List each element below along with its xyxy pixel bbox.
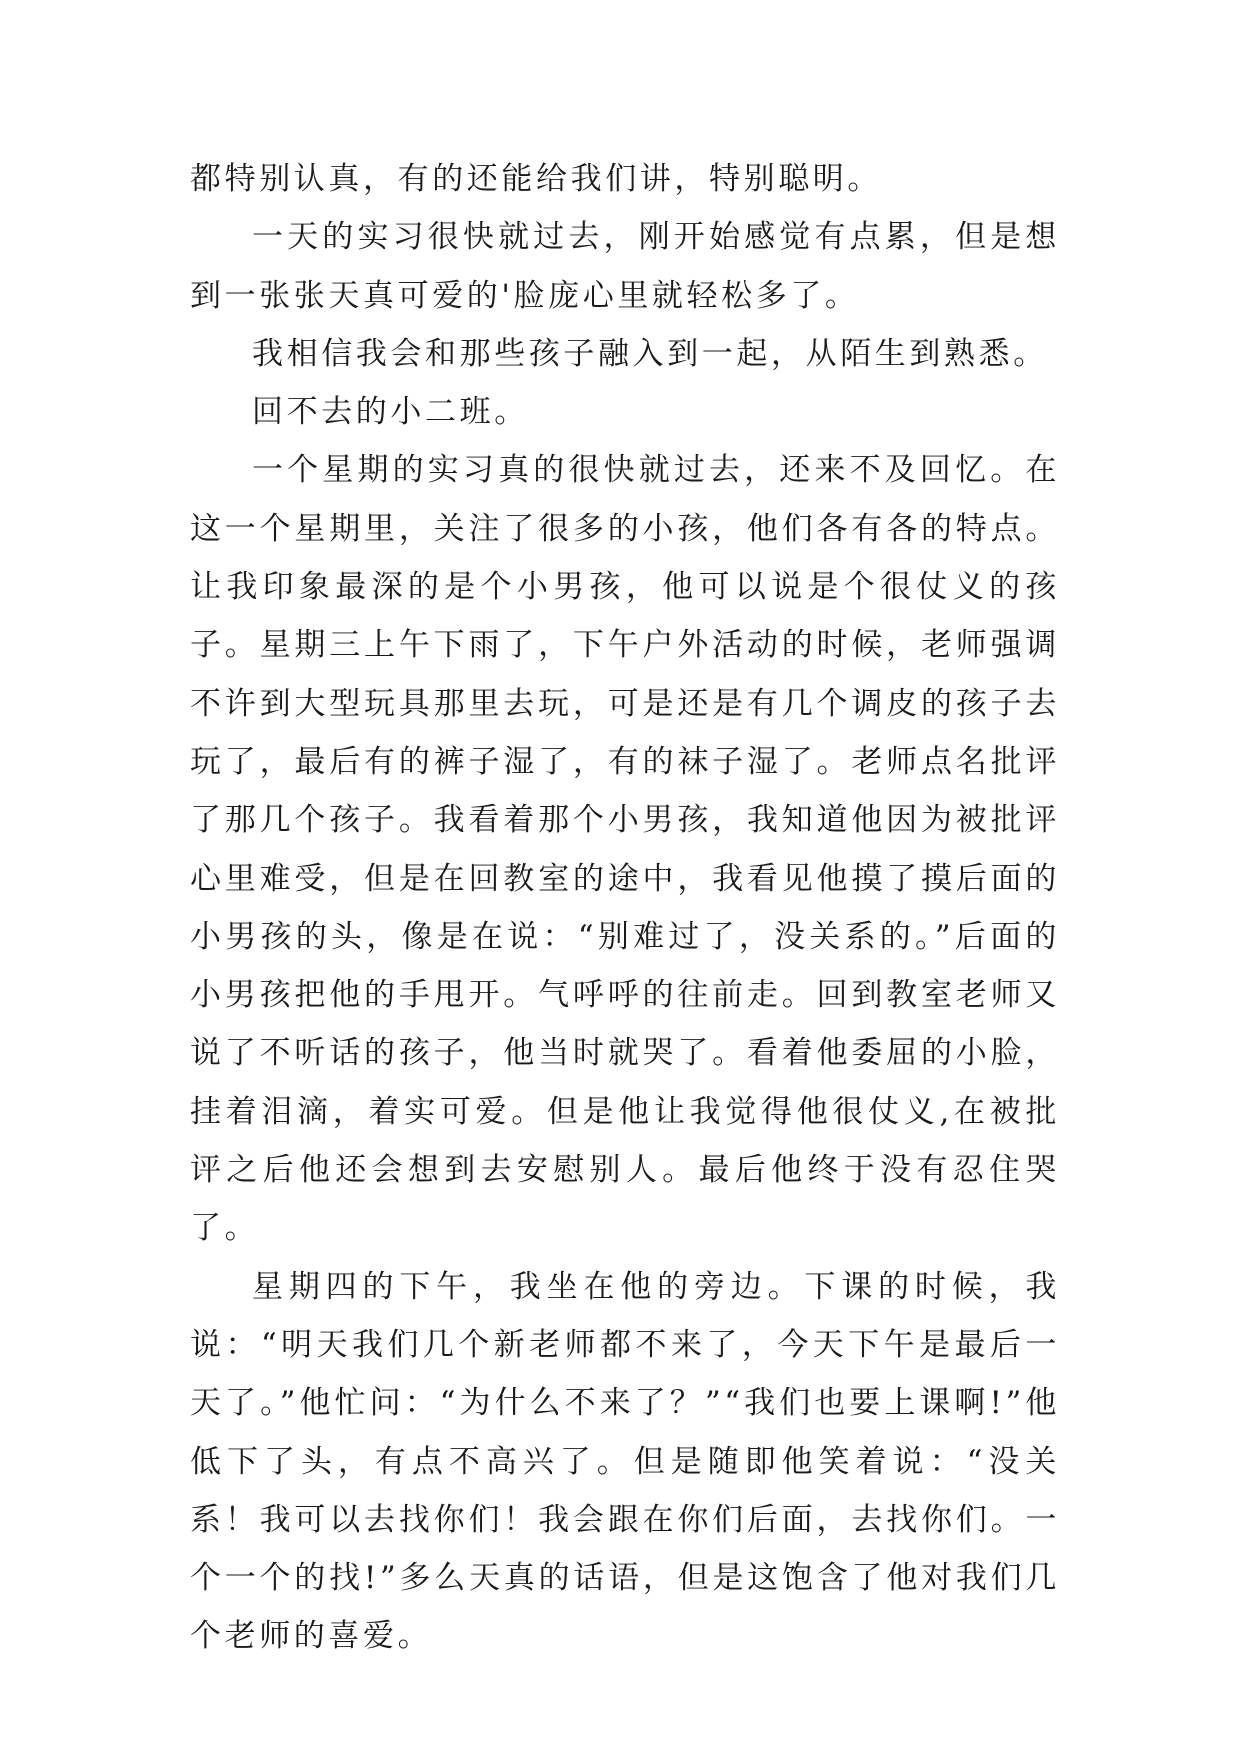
paragraph-6: 星期四的下午，我坐在他的旁边。下课的时候，我说：“明天我们几个新老师都不来了，今天下午是最后一天了。”他忙问：“为什么不来了？”“我们也要上课啊!”他低下了头，有点不高兴了。但是随即他笑着说：“没关系！我可以去找你们！我会跟在你们后面，去找你们。一个一个的找!”多么天真的话语，但是这饱含了他对我们几个老师的喜爱。 — [190, 1268, 1060, 1655]
paragraph-4: 回不去的小二班。 — [252, 394, 529, 431]
paragraph-5: 一个星期的实习真的很快就过去，还来不及回忆。在这一个星期里，关注了很多的小孩，他们各有各的特点。让我印象最深的是个小男孩，他可以说是个很仗义的孩子。星期三上午下雨了，下午户外活动的时候，老师强调不许到大型玩具那里去玩，可是还是有几个调皮的孩子去玩了，最后有的裤子湿了，有的袜子湿了。老师点名批评了那几个孩子。我看着那个小男孩，我知道他因为被批评心里难受，但是在回教室的途中，我看见他摸了摸后面的小男孩的头，像是在说：“别难过了，没关系的。”后面的小男孩把他的手甩开。气呼呼的往前走。回到教室老师又说了不听话的孩子，他当时就哭了。看着他委屈的小脸，挂着泪滴，着实可爱。但是他让我觉得他很仗义,在被批评之后他还会想到去安慰别人。最后他终于没有忍住哭了。 — [190, 452, 1060, 1247]
paragraph-1: 都特别认真，有的还能给我们讲，特别聪明。 — [190, 161, 882, 197]
paragraph-3: 我相信我会和那些孩子融入到一起，从陌生到熟悉。 — [252, 335, 1048, 372]
document-page — [190, 150, 1060, 1666]
paragraph-2: 一天的实习很快就过去，刚开始感觉有点累，但是想到一张张天真可爱的'脸庞心里就轻松多了。 — [190, 219, 1060, 314]
